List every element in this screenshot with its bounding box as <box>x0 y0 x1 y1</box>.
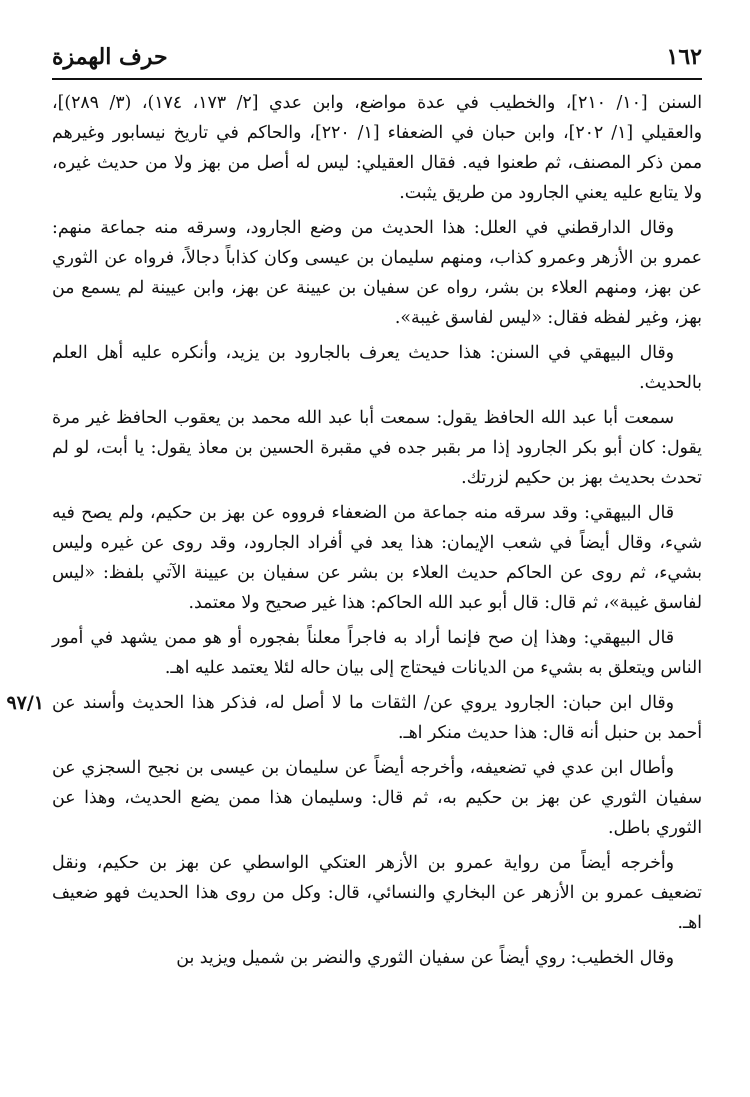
paragraph: سمعت أبا عبد الله الحافظ يقول: سمعت أبا عبد الله محمد بن يعقوب الحافظ غير مرة يقول: كان أبو بكر الجارود إذا مر بقبر جده في مقبرة الحسين بن معاذ يقول: يا أبت، لو لم تحدث بحديث بهز بن حكيم لزرتك. <box>52 408 702 488</box>
margin-reference: ٩٧/١ <box>6 692 44 714</box>
paragraph: السنن [١٠/ ٢١٠]، والخطيب في عدة مواضع، وابن عدي [٢/ ١٧٣، ١٧٤)، (٣/ ٢٨٩)]، والعقيلي [١/ ٢٠٢]، وابن حبان في الضعفاء [١/ ٢٢٠]، والحاكم في تاريخ نيسابور وغيرهم ممن ذكر المصنف، ثم طعنوا فيه. فقال العقيلي: ليس له أصل من بهز ولا من حديث غيره، ولا يتابع عليه يعني الجارود من طريق يثبت. <box>52 93 702 203</box>
paragraph: قال البيهقي: وهذا إن صح فإنما أراد به فاجراً معلناً بفجوره أو هو ممن يشهد في أمور الناس ويتعلق به بشيء من الديانات فيحتاج إلى بيان حاله لئلا يعتمد عليه اهـ. <box>52 628 702 678</box>
paragraph-text: وقال ابن حبان: الجارود يروي عن/ الثقات ما لا أصل له، فذكر هذا الحديث وأسند عن أحمد بن حنبل أنه قال: هذا حديث منكر اهـ. <box>52 693 702 743</box>
paragraph: وقال البيهقي في السنن: هذا حديث يعرف بالجارود بن يزيد، وأنكره عليه أهل العلم بالحديث. <box>52 343 702 393</box>
paragraph: وأخرجه أيضاً من رواية عمرو بن الأزهر العتكي الواسطي عن بهز بن حكيم، ونقل تضعيف عمرو بن الأزهر عن البخاري والنسائي، قال: وكل من روى هذا الحديث فهو ضعيف اهـ. <box>52 853 702 933</box>
header-rule <box>52 78 702 80</box>
paragraph: وقال الخطيب: روي أيضاً عن سفيان الثوري والنضر بن شميل ويزيد بن <box>176 948 674 968</box>
paragraph-with-margin-note <box>6 688 702 748</box>
body-text <box>6 88 702 978</box>
page-number: ١٦٢ <box>666 44 702 70</box>
paragraph: وقال الدارقطني في العلل: هذا الحديث من وضع الجارود، وسرقه منه جماعة منهم: عمرو بن الأزهر وعمرو كذاب، ومنهم سليمان بن عيسى وكان كذاباً دجالاً، فرواه عن الثوري عن بهز، ومنهم العلاء بن بشر، رواه عن سفيان بن عيينة عن بهز، وابن عيينة لم يسمع من بهز، وغير لفظه فقال: «ليس لفاسق غيبة». <box>52 218 702 328</box>
page-header <box>52 38 702 76</box>
paragraph: وأطال ابن عدي في تضعيفه، وأخرجه أيضاً عن سليمان بن عيسى بن نجيح السجزي عن سفيان الثوري عن بهز بن حكيم به، ثم قال: وسليمان هذا ممن يضع الحديث، وهذا عن الثوري باطل. <box>52 758 702 838</box>
running-title: حرف الهمزة <box>52 44 168 70</box>
paragraph: قال البيهقي: وقد سرقه منه جماعة من الضعفاء فرووه عن بهز بن حكيم، ولم يصح فيه شيء، وقال أيضاً في شعب الإيمان: هذا يعد في أفراد الجارود، وقد روى عن غيره وليس بشيء، ثم روى عن الحاكم حديث العلاء بن بشر عن سفيان بن عيينة الآتي بلفظ: «ليس لفاسق غيبة»، ثم قال: قال أبو عبد الله الحاكم: هذا غير صحيح ولا معتمد. <box>52 503 702 613</box>
